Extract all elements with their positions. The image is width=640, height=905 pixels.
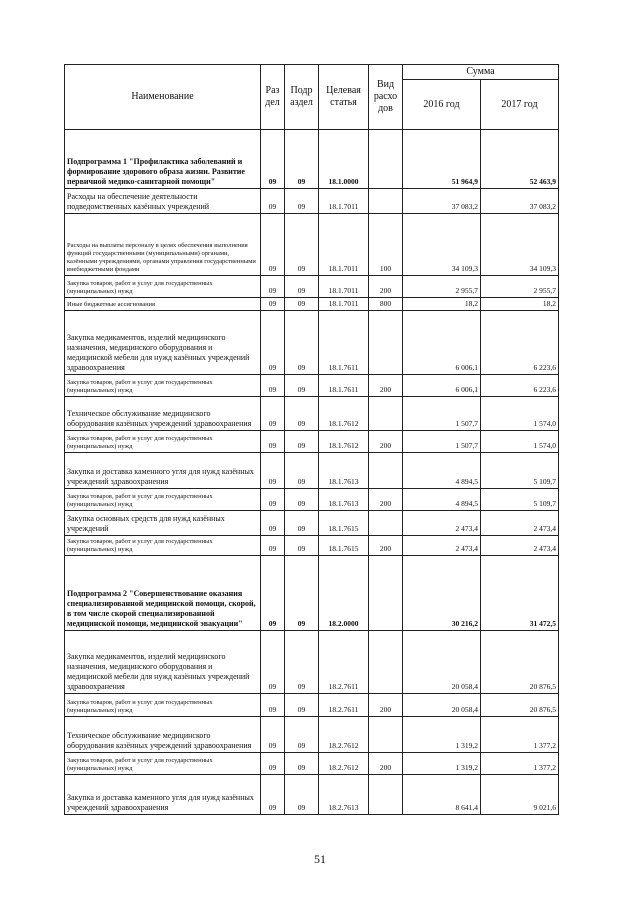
table-row	[65, 130, 559, 189]
row-2017: 6 223,6	[481, 375, 559, 397]
row-section: 09	[261, 431, 285, 453]
row-type: 200	[369, 375, 403, 397]
row-2016: 6 006,1	[403, 311, 481, 375]
row-name: Подпрограмма 1 "Профилактика заболеваний и формирование здорового образа жизни. Развитие первичной медико-санитарной помощи"	[65, 130, 261, 189]
row-2017: 2 955,7	[481, 276, 559, 298]
row-section: 09	[261, 694, 285, 717]
table-row	[65, 276, 559, 298]
row-target: 18.1.7011	[319, 298, 369, 311]
table-row	[65, 511, 559, 536]
header-2016: 2016 год	[403, 80, 481, 130]
row-subsection: 09	[285, 536, 319, 556]
row-name: Закупка и доставка каменного угля для нужд казённых учреждений здравоохранения	[65, 453, 261, 489]
row-type: 200	[369, 753, 403, 775]
table-row	[65, 375, 559, 397]
row-2016: 30 216,2	[403, 556, 481, 631]
row-name: Техническое обслуживание медицинского оборудования казённых учреждений здравоохранения	[65, 397, 261, 431]
row-2017: 2 473,4	[481, 511, 559, 536]
row-type: 200	[369, 431, 403, 453]
row-type: 200	[369, 276, 403, 298]
row-2016: 2 955,7	[403, 276, 481, 298]
row-section: 09	[261, 453, 285, 489]
header-type: Вид расхо дов	[369, 65, 403, 130]
table-row	[65, 556, 559, 631]
row-section: 09	[261, 189, 285, 214]
row-name: Подпрограмма 2 "Совершенствование оказания специализированной медицинской помощи, скорой, в том числе скорой специализированной медицинской помощи, медицинской эвакуации"	[65, 556, 261, 631]
table-row	[65, 489, 559, 511]
row-2016: 20 058,4	[403, 694, 481, 717]
row-2017: 52 463,9	[481, 130, 559, 189]
row-name: Иные бюджетные ассигнования	[65, 298, 261, 311]
row-2016: 8 641,4	[403, 775, 481, 815]
budget-table	[64, 64, 559, 815]
row-type	[369, 189, 403, 214]
row-subsection: 09	[285, 431, 319, 453]
row-name: Техническое обслуживание медицинского оборудования казённых учреждений здравоохранения	[65, 717, 261, 753]
row-section: 09	[261, 775, 285, 815]
row-subsection: 09	[285, 694, 319, 717]
row-name: Закупка товаров, работ и услуг для государственных (муниципальных) нужд	[65, 375, 261, 397]
row-target: 18.1.7611	[319, 375, 369, 397]
row-2017: 1 574,0	[481, 397, 559, 431]
row-2016: 1 507,7	[403, 431, 481, 453]
row-name: Закупка товаров, работ и услуг для государственных (муниципальных) нужд	[65, 753, 261, 775]
row-target: 18.1.7011	[319, 189, 369, 214]
row-name: Закупка медикаментов, изделий медицинского назначения, медицинского оборудования и медицинской мебели для нужд казённых учреждений здравоохранения	[65, 631, 261, 694]
row-2016: 18,2	[403, 298, 481, 311]
row-name: Закупка медикаментов, изделий медицинского назначения, медицинского оборудования и медицинской мебели для нужд казённых учреждений здравоохранения	[65, 311, 261, 375]
row-2016: 34 109,3	[403, 214, 481, 276]
row-name: Закупка товаров, работ и услуг для государственных (муниципальных) нужд	[65, 276, 261, 298]
header-section: Раз дел	[261, 65, 285, 130]
row-target: 18.2.7612	[319, 717, 369, 753]
row-subsection: 09	[285, 631, 319, 694]
row-type	[369, 556, 403, 631]
row-2016: 2 473,4	[403, 511, 481, 536]
row-target: 18.1.7615	[319, 536, 369, 556]
row-name: Расходы на обеспечение деятельности подведомственных казённых учреждений	[65, 189, 261, 214]
row-2017: 1 574,0	[481, 431, 559, 453]
row-subsection: 09	[285, 453, 319, 489]
row-2016: 4 894,5	[403, 453, 481, 489]
row-section: 09	[261, 311, 285, 375]
header-sum: Сумма	[403, 65, 559, 80]
row-section: 09	[261, 511, 285, 536]
table-row	[65, 536, 559, 556]
table-row	[65, 397, 559, 431]
table-row	[65, 431, 559, 453]
row-subsection: 09	[285, 489, 319, 511]
table-row	[65, 214, 559, 276]
row-section: 09	[261, 489, 285, 511]
table-row	[65, 753, 559, 775]
row-2017: 5 109,7	[481, 489, 559, 511]
row-subsection: 09	[285, 556, 319, 631]
row-2016: 20 058,4	[403, 631, 481, 694]
row-section: 09	[261, 631, 285, 694]
table-row	[65, 694, 559, 717]
row-section: 09	[261, 397, 285, 431]
row-2017: 18,2	[481, 298, 559, 311]
row-type: 800	[369, 298, 403, 311]
row-2016: 51 964,9	[403, 130, 481, 189]
row-2017: 5 109,7	[481, 453, 559, 489]
table-row	[65, 631, 559, 694]
row-subsection: 09	[285, 397, 319, 431]
header-2017: 2017 год	[481, 80, 559, 130]
row-target: 18.1.7011	[319, 276, 369, 298]
row-2016: 1 507,7	[403, 397, 481, 431]
row-subsection: 09	[285, 753, 319, 775]
row-type: 200	[369, 694, 403, 717]
row-subsection: 09	[285, 311, 319, 375]
row-2016: 2 473,4	[403, 536, 481, 556]
header-subsection: Подр аздел	[285, 65, 319, 130]
row-type	[369, 511, 403, 536]
header-name: Наименование	[65, 65, 261, 130]
row-section: 09	[261, 536, 285, 556]
row-type	[369, 311, 403, 375]
row-2017: 1 377,2	[481, 717, 559, 753]
row-section: 09	[261, 214, 285, 276]
row-2017: 9 021,6	[481, 775, 559, 815]
row-section: 09	[261, 753, 285, 775]
row-type	[369, 453, 403, 489]
row-target: 18.2.7613	[319, 775, 369, 815]
row-2016: 4 894,5	[403, 489, 481, 511]
row-target: 18.2.0000	[319, 556, 369, 631]
row-name: Закупка товаров, работ и услуг для государственных (муниципальных) нужд	[65, 694, 261, 717]
row-2017: 1 377,2	[481, 753, 559, 775]
row-subsection: 09	[285, 775, 319, 815]
header-target: Целевая статья	[319, 65, 369, 130]
row-name: Закупка товаров, работ и услуг для государственных (муниципальных) нужд	[65, 536, 261, 556]
row-name: Расходы на выплаты персоналу в целях обеспечения выполнения функций государственными (муниципальными) органами, казёнными учреждениями, органами управления государственными внебюджетными фондами	[65, 214, 261, 276]
row-subsection: 09	[285, 717, 319, 753]
row-2017: 34 109,3	[481, 214, 559, 276]
row-section: 09	[261, 375, 285, 397]
row-section: 09	[261, 130, 285, 189]
row-target: 18.2.7611	[319, 631, 369, 694]
row-target: 18.2.7612	[319, 753, 369, 775]
row-target: 18.1.7615	[319, 511, 369, 536]
row-target: 18.1.0000	[319, 130, 369, 189]
row-2016: 6 006,1	[403, 375, 481, 397]
table-row	[65, 453, 559, 489]
row-subsection: 09	[285, 130, 319, 189]
row-type	[369, 130, 403, 189]
table-row	[65, 775, 559, 815]
row-target: 18.1.7612	[319, 397, 369, 431]
row-type: 100	[369, 214, 403, 276]
row-type	[369, 775, 403, 815]
row-section: 09	[261, 276, 285, 298]
row-2017: 2 473,4	[481, 536, 559, 556]
page-number: 51	[314, 852, 326, 866]
row-2016: 1 319,2	[403, 717, 481, 753]
row-2017: 20 876,5	[481, 694, 559, 717]
row-subsection: 09	[285, 214, 319, 276]
row-target: 18.2.7611	[319, 694, 369, 717]
row-subsection: 09	[285, 298, 319, 311]
row-2016: 37 083,2	[403, 189, 481, 214]
row-name: Закупка товаров, работ и услуг для государственных (муниципальных) нужд	[65, 489, 261, 511]
row-name: Закупка и доставка каменного угля для нужд казённых учреждений здравоохранения	[65, 775, 261, 815]
row-section: 09	[261, 556, 285, 631]
row-target: 18.1.7011	[319, 214, 369, 276]
row-2017: 31 472,5	[481, 556, 559, 631]
row-2017: 37 083,2	[481, 189, 559, 214]
row-target: 18.1.7611	[319, 311, 369, 375]
row-type: 200	[369, 489, 403, 511]
row-section: 09	[261, 298, 285, 311]
table-row	[65, 311, 559, 375]
table-row	[65, 298, 559, 311]
row-subsection: 09	[285, 375, 319, 397]
row-type	[369, 631, 403, 694]
row-target: 18.1.7613	[319, 453, 369, 489]
row-subsection: 09	[285, 189, 319, 214]
row-name: Закупка товаров, работ и услуг для государственных (муниципальных) нужд	[65, 431, 261, 453]
row-2017: 6 223,6	[481, 311, 559, 375]
row-name: Закупка основных средств для нужд казённых учреждений	[65, 511, 261, 536]
table-row	[65, 717, 559, 753]
row-section: 09	[261, 717, 285, 753]
row-target: 18.1.7612	[319, 431, 369, 453]
row-target: 18.1.7613	[319, 489, 369, 511]
row-subsection: 09	[285, 276, 319, 298]
row-subsection: 09	[285, 511, 319, 536]
row-2017: 20 876,5	[481, 631, 559, 694]
row-type	[369, 717, 403, 753]
table-row	[65, 189, 559, 214]
row-type	[369, 397, 403, 431]
row-2016: 1 319,2	[403, 753, 481, 775]
row-type: 200	[369, 536, 403, 556]
